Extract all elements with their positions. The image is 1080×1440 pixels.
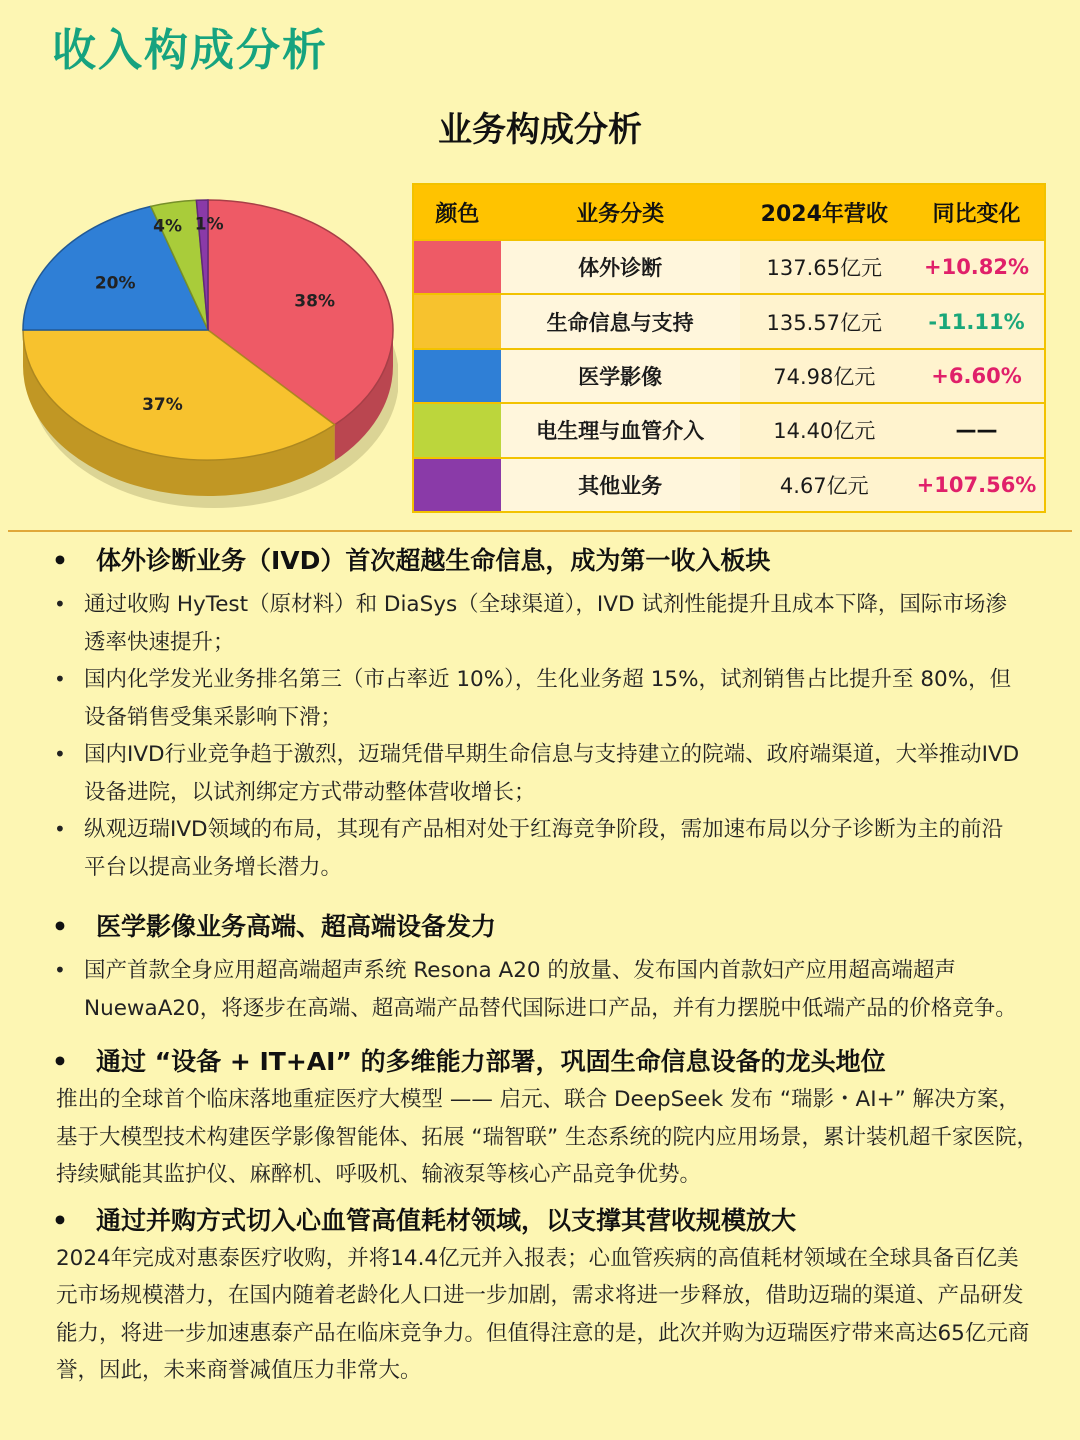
- table-row: [413, 240, 1045, 294]
- pie-label-其他业务: 1%: [194, 214, 224, 235]
- heading-text: 通过 “设备 + IT+AI” 的多维能力部署，巩固生命信息设备的龙头地位: [96, 1047, 886, 1076]
- bullet-dot: •: [54, 592, 66, 616]
- list-item: [0, 661, 1080, 736]
- list-item-text: 国内化学发光业务排名第三（市占率近 10%），生化业务超 15%，试剂销售占比提升至 80%，但设备销售受集采影响下滑；: [84, 667, 1012, 730]
- section-heading-imaging: [0, 908, 1080, 946]
- bullet-dot: •: [52, 1205, 68, 1235]
- table-row: [413, 458, 1045, 512]
- bullet-dot: •: [54, 958, 66, 982]
- table-row: [413, 294, 1045, 348]
- bullet-dot: •: [52, 912, 68, 941]
- list-item: [0, 952, 1080, 1027]
- list-item-text: 国产首款全身应用超高端超声系统 Resona A20 的放量、发布国内首款妇产应用超高端超声NuewaA20，将逐步在高端、超高端产品替代国际进口产品，并有力摆脱中低端产品的价格竞争。: [84, 958, 1017, 1021]
- pie-label-医学影像: 20%: [94, 273, 136, 294]
- pie-chart: [18, 180, 398, 510]
- ivd-bullet-list: [0, 586, 1080, 886]
- list-item: [0, 811, 1080, 886]
- bullet-dot: •: [52, 1047, 68, 1076]
- list-item-text: 国内IVD行业竞争趋于激烈，迈瑞凭借早期生命信息与支持建立的院端、政府端渠道，大举推动IVD设备进院，以试剂绑定方式带动整体营收增长；: [84, 742, 1020, 805]
- bullet-dot: •: [52, 546, 68, 575]
- change-cell: -11.11%: [909, 294, 1045, 348]
- pie-chart-svg: [18, 180, 398, 510]
- category-cell: 体外诊断: [501, 240, 740, 294]
- header-revenue: 2024年营收: [740, 184, 910, 240]
- change-cell: ——: [909, 403, 1045, 457]
- list-item-text: 纵观迈瑞IVD领域的布局，其现有产品相对处于红海竞争阶段，需加速布局以分子诊断为主的前沿平台以提高业务增长潜力。: [84, 817, 1004, 880]
- heading-text: 医学影像业务高端、超高端设备发力: [96, 912, 497, 941]
- table-header-row: [413, 184, 1045, 240]
- page-title: 收入构成分析: [52, 25, 328, 76]
- pie-label-生命信息与支持: 37%: [142, 394, 183, 415]
- section-heading-ivd: [0, 542, 1080, 580]
- table-row: [413, 403, 1045, 457]
- color-swatch: [413, 349, 501, 403]
- ai-paragraph: 推出的全球首个临床落地重症医疗大模型 —— 启元、联合 DeepSeek 发布 “瑞影・AI+” 解决方案，基于大模型技术构建医学影像智能体、拓展 “瑞智联” 生态系统的院内应用场景，累计装机超千家医院，持续赋能其监护仪、麻醉机、呼吸机、输液泵等核心产品竞争优势。: [56, 1087, 1038, 1187]
- section-heading-ai: [0, 1043, 1080, 1081]
- change-cell: +10.82%: [909, 240, 1045, 294]
- color-swatch: [413, 240, 501, 294]
- table-row: [413, 349, 1045, 403]
- pie-label-体外诊断: 38%: [294, 291, 335, 312]
- change-cell: +107.56%: [909, 458, 1045, 512]
- revenue-cell: 135.57亿元: [740, 294, 910, 348]
- list-item-text: 通过收购 HyTest（原材料）和 DiaSys（全球渠道），IVD 试剂性能提升且成本下降，国际市场渗透率快速提升；: [84, 592, 1007, 655]
- header-category: 业务分类: [501, 184, 740, 240]
- heading-text: 通过并购方式切入心血管高值耗材领域，以支撑其营收规模放大: [96, 1205, 797, 1235]
- header-color: 颜色: [413, 184, 501, 240]
- business-table: [412, 183, 1046, 513]
- color-swatch: [413, 458, 501, 512]
- revenue-cell: 4.67亿元: [740, 458, 910, 512]
- category-cell: 其他业务: [501, 458, 740, 512]
- section-divider: [8, 530, 1072, 532]
- list-item: [0, 736, 1080, 811]
- analysis-content: [0, 542, 1080, 1390]
- category-cell: 医学影像: [501, 349, 740, 403]
- color-swatch: [413, 403, 501, 457]
- header-change: 同比变化: [909, 184, 1045, 240]
- bullet-dot: •: [54, 817, 66, 841]
- change-cell: +6.60%: [909, 349, 1045, 403]
- revenue-cell: 14.40亿元: [740, 403, 910, 457]
- section-heading-cardio: [0, 1202, 1080, 1240]
- revenue-cell: 74.98亿元: [740, 349, 910, 403]
- chart-title: 业务构成分析: [438, 110, 642, 150]
- category-cell: 电生理与血管介入: [501, 403, 740, 457]
- cardio-paragraph: 2024年完成对惠泰医疗收购，并将14.4亿元并入报表；心血管疾病的高值耗材领域在全球具备百亿美元市场规模潜力，在国内随着老龄化人口进一步加剧，需求将进一步释放，借助迈瑞的渠道、产品研发能力，将进一步加速惠泰产品在临床竞争力。但值得注意的是，此次并购为迈瑞医疗带来高达65亿元商誉，因此，未来商誉减值压力非常大。: [56, 1245, 1030, 1383]
- heading-text: 体外诊断业务（IVD）首次超越生命信息，成为第一收入板块: [96, 546, 771, 575]
- category-cell: 生命信息与支持: [501, 294, 740, 348]
- imaging-bullet-list: [0, 952, 1080, 1027]
- bullet-dot: •: [54, 667, 66, 691]
- color-swatch: [413, 294, 501, 348]
- pie-label-电生理与血管介入: 4%: [153, 216, 183, 237]
- bullet-dot: •: [54, 742, 66, 766]
- list-item: [0, 586, 1080, 661]
- revenue-cell: 137.65亿元: [740, 240, 910, 294]
